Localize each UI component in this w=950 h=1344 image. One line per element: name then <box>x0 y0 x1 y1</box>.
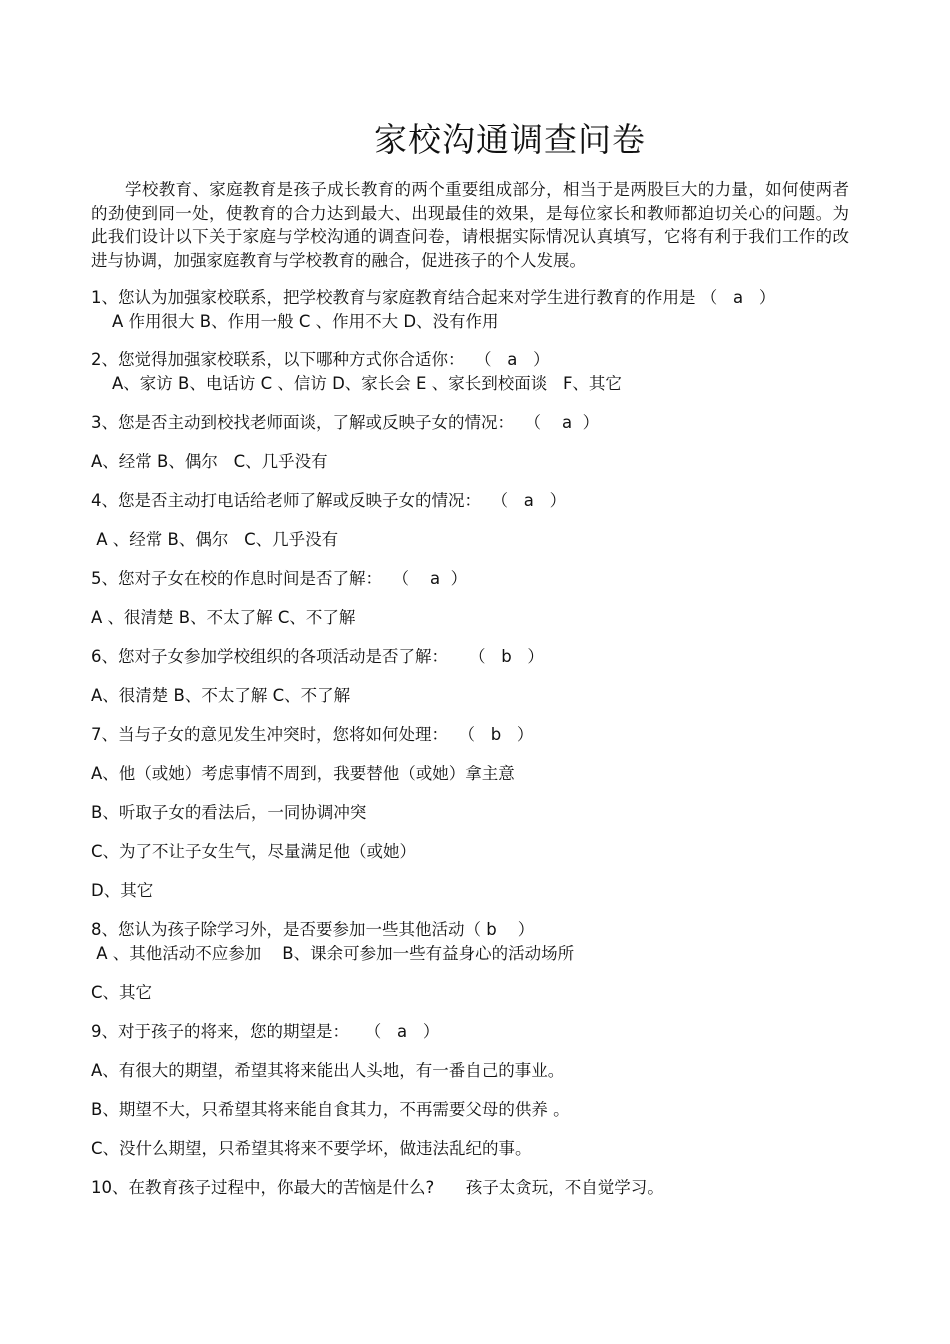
question-2: 2、您觉得加强家校联系，以下哪种方式你合适你： （ a ） <box>91 350 550 369</box>
question-7-option-c: C、为了不让子女生气，尽量满足他（或她） <box>91 842 417 861</box>
question-2-options: A、家访 B、电话访 C 、信访 D、家长会 E 、家长到校面谈 F、其它 <box>91 374 622 393</box>
question-8-option-c: C、其它 <box>91 983 153 1002</box>
question-7: 7、当与子女的意见发生冲突时，您将如何处理： （ b ） <box>91 725 534 744</box>
question-6: 6、您对子女参加学校组织的各项活动是否了解： （ b ） <box>91 647 544 666</box>
question-5: 5、您对子女在校的作息时间是否了解： （ a ） <box>91 569 468 588</box>
question-3-options: A、经常 B、偶尔 C、几乎没有 <box>91 452 328 471</box>
document-title: 家校沟通调查问卷 <box>374 120 646 159</box>
question-3: 3、您是否主动到校找老师面谈，了解或反映子女的情况： （ a ） <box>91 413 600 432</box>
question-8: 8、您认为孩子除学习外，是否要参加一些其他活动（ b ） <box>91 920 535 939</box>
question-1-options: A 作用很大 B、作用一般 C 、作用不大 D、没有作用 <box>91 312 499 331</box>
question-9-option-a: A、有很大的期望，希望其将来能出人头地，有一番自己的事业。 <box>91 1061 565 1080</box>
question-10: 10、在教育孩子过程中，你最大的苦恼是什么? 孩子太贪玩，不自觉学习。 <box>91 1178 664 1197</box>
question-9-option-b: B、期望不大，只希望其将来能自食其力，不再需要父母的供养 。 <box>91 1100 570 1119</box>
question-6-options: A、很清楚 B、不太了解 C、不了解 <box>91 686 351 705</box>
question-9: 9、对于孩子的将来，您的期望是： （ a ） <box>91 1022 440 1041</box>
question-4: 4、您是否主动打电话给老师了解或反映子女的情况： （ a ） <box>91 491 567 510</box>
question-9-option-c: C、没什么期望，只希望其将来不要学坏，做违法乱纪的事。 <box>91 1139 532 1158</box>
question-7-option-d: D、其它 <box>91 881 154 900</box>
question-7-option-b: B、听取子女的看法后，一同协调冲突 <box>91 803 367 822</box>
intro-paragraph: 学校教育、家庭教育是孩子成长教育的两个重要组成部分，相当于是两股巨大的力量，如何使两者的劲使到同一处，使教育的合力达到最大、出现最佳的效果，是每位家长和教师都迫切关心的问题。为此我们设计以下关于家庭与学校沟通的调查问卷，请根据实际情况认真填写，它将有利于我们工作的改进与协调，加强家庭教育与学校教育的融合，促进孩子的个人发展。 <box>91 180 849 270</box>
question-1: 1、您认为加强家校联系，把学校教育与家庭教育结合起来对学生进行教育的作用是 （ a ） <box>91 288 776 307</box>
question-4-options: A 、经常 B、偶尔 C、几乎没有 <box>91 530 339 549</box>
question-5-options: A 、很清楚 B、不太了解 C、不了解 <box>91 608 356 627</box>
question-8-options: A 、其他活动不应参加 B、课余可参加一些有益身心的活动场所 <box>91 944 575 963</box>
question-7-option-a: A、他（或她）考虑事情不周到，我要替他（或她）拿主意 <box>91 764 515 783</box>
